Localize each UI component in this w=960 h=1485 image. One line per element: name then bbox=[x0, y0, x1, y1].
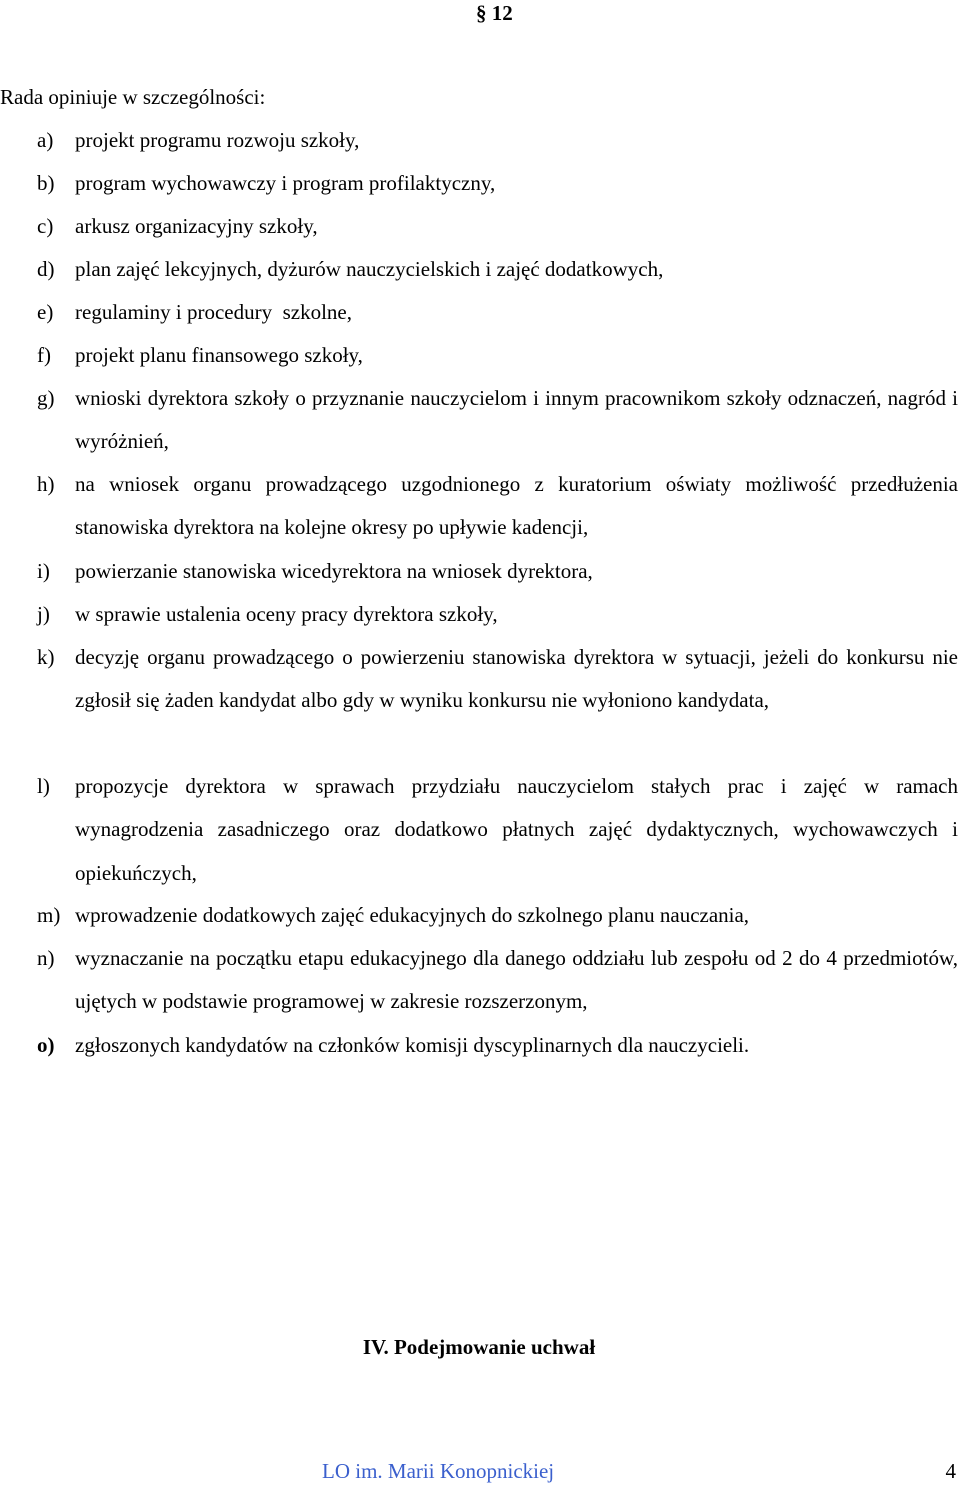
item-text: na wniosek organu prowadzącego uzgodnionego z kuratorium oświaty możliwość przedłużenia stanowiska dyrektora na kolejne okresy po upływie kadencji, bbox=[75, 472, 958, 540]
item-letter: h) bbox=[37, 472, 55, 496]
item-letter: f) bbox=[37, 343, 51, 367]
item-letter: i) bbox=[37, 559, 50, 583]
item-letter: d) bbox=[37, 257, 55, 281]
item-text: zgłoszonych kandydatów na członków komisji dyscyplinarnych dla nauczycieli. bbox=[75, 1033, 750, 1057]
list-item bbox=[0, 205, 958, 248]
page-footer bbox=[0, 1457, 958, 1485]
item-text: powierzanie stanowiska wicedyrektora na wniosek dyrektora, bbox=[75, 559, 593, 583]
footer-school-name: LO im. Marii Konopnickiej bbox=[322, 1459, 555, 1483]
item-letter: a) bbox=[37, 128, 54, 152]
item-text: wyznaczanie na początku etapu edukacyjnego dla danego oddziału lub zespołu od 2 do 4 przedmiotów, ujętych w podstawie programowej w zakresie rozszerzonym, bbox=[75, 946, 958, 1014]
item-text: projekt planu finansowego szkoły, bbox=[75, 343, 363, 367]
item-text: wnioski dyrektora szkoły o przyznanie nauczycielom i innym pracownikom szkoły odznaczeń, nagród i wyróżnień, bbox=[75, 386, 958, 454]
item-letter: o) bbox=[37, 1033, 55, 1057]
item-text: decyzję organu prowadzącego o powierzeniu stanowiska dyrektora w sytuacji, jeżeli do konkursu nie zgłosił się żaden kandydat albo gdy w wyniku konkursu nie wyłoniono kandydata, bbox=[75, 645, 958, 713]
item-letter: j) bbox=[37, 602, 50, 626]
item-text: plan zajęć lekcyjnych, dyżurów nauczycielskich i zajęć dodatkowych, bbox=[75, 257, 664, 281]
list-item bbox=[0, 593, 958, 636]
list-item bbox=[0, 119, 958, 162]
item-letter: n) bbox=[37, 946, 55, 970]
list-item bbox=[0, 1024, 958, 1067]
item-letter: b) bbox=[37, 171, 55, 195]
list-item bbox=[0, 162, 958, 205]
list-item bbox=[0, 636, 958, 723]
item-text: arkusz organizacyjny szkoły, bbox=[75, 214, 318, 238]
list-item bbox=[0, 937, 958, 1024]
item-letter: l) bbox=[37, 774, 50, 798]
list-item bbox=[0, 248, 958, 291]
list-item bbox=[0, 894, 958, 937]
item-letter: m) bbox=[37, 903, 61, 927]
item-letter: e) bbox=[37, 300, 54, 324]
item-text: regulaminy i procedury szkolne, bbox=[75, 300, 352, 324]
list-item bbox=[0, 291, 958, 334]
list-item bbox=[0, 377, 958, 464]
list-item bbox=[0, 765, 958, 895]
item-text: program wychowawczy i program profilaktyczny, bbox=[75, 171, 496, 195]
intro-text: Rada opiniuje w szczególności: bbox=[0, 85, 266, 109]
item-text: wprowadzenie dodatkowych zajęć edukacyjnych do szkolnego planu nauczania, bbox=[75, 903, 750, 927]
item-text: w sprawie ustalenia oceny pracy dyrektora szkoły, bbox=[75, 602, 498, 626]
item-text: propozycje dyrektora w sprawach przydziału nauczycielom stałych prac i zajęć w ramach wynagrodzenia zasadniczego oraz dodatkowo płatnych zajęć dydaktycznych, wychowawczych i opiekuńczych, bbox=[75, 774, 958, 885]
section-header: § 12 bbox=[476, 1, 513, 25]
list-item bbox=[0, 550, 958, 593]
chapter-title: IV. Podejmowanie uchwał bbox=[362, 1335, 596, 1359]
list-item bbox=[0, 334, 958, 377]
item-text: projekt programu rozwoju szkoły, bbox=[75, 128, 360, 152]
item-letter: k) bbox=[37, 645, 55, 669]
item-letter: c) bbox=[37, 214, 54, 238]
footer-page-number: 4 bbox=[945, 1459, 956, 1483]
list-item bbox=[0, 463, 958, 550]
item-letter: g) bbox=[37, 386, 55, 410]
